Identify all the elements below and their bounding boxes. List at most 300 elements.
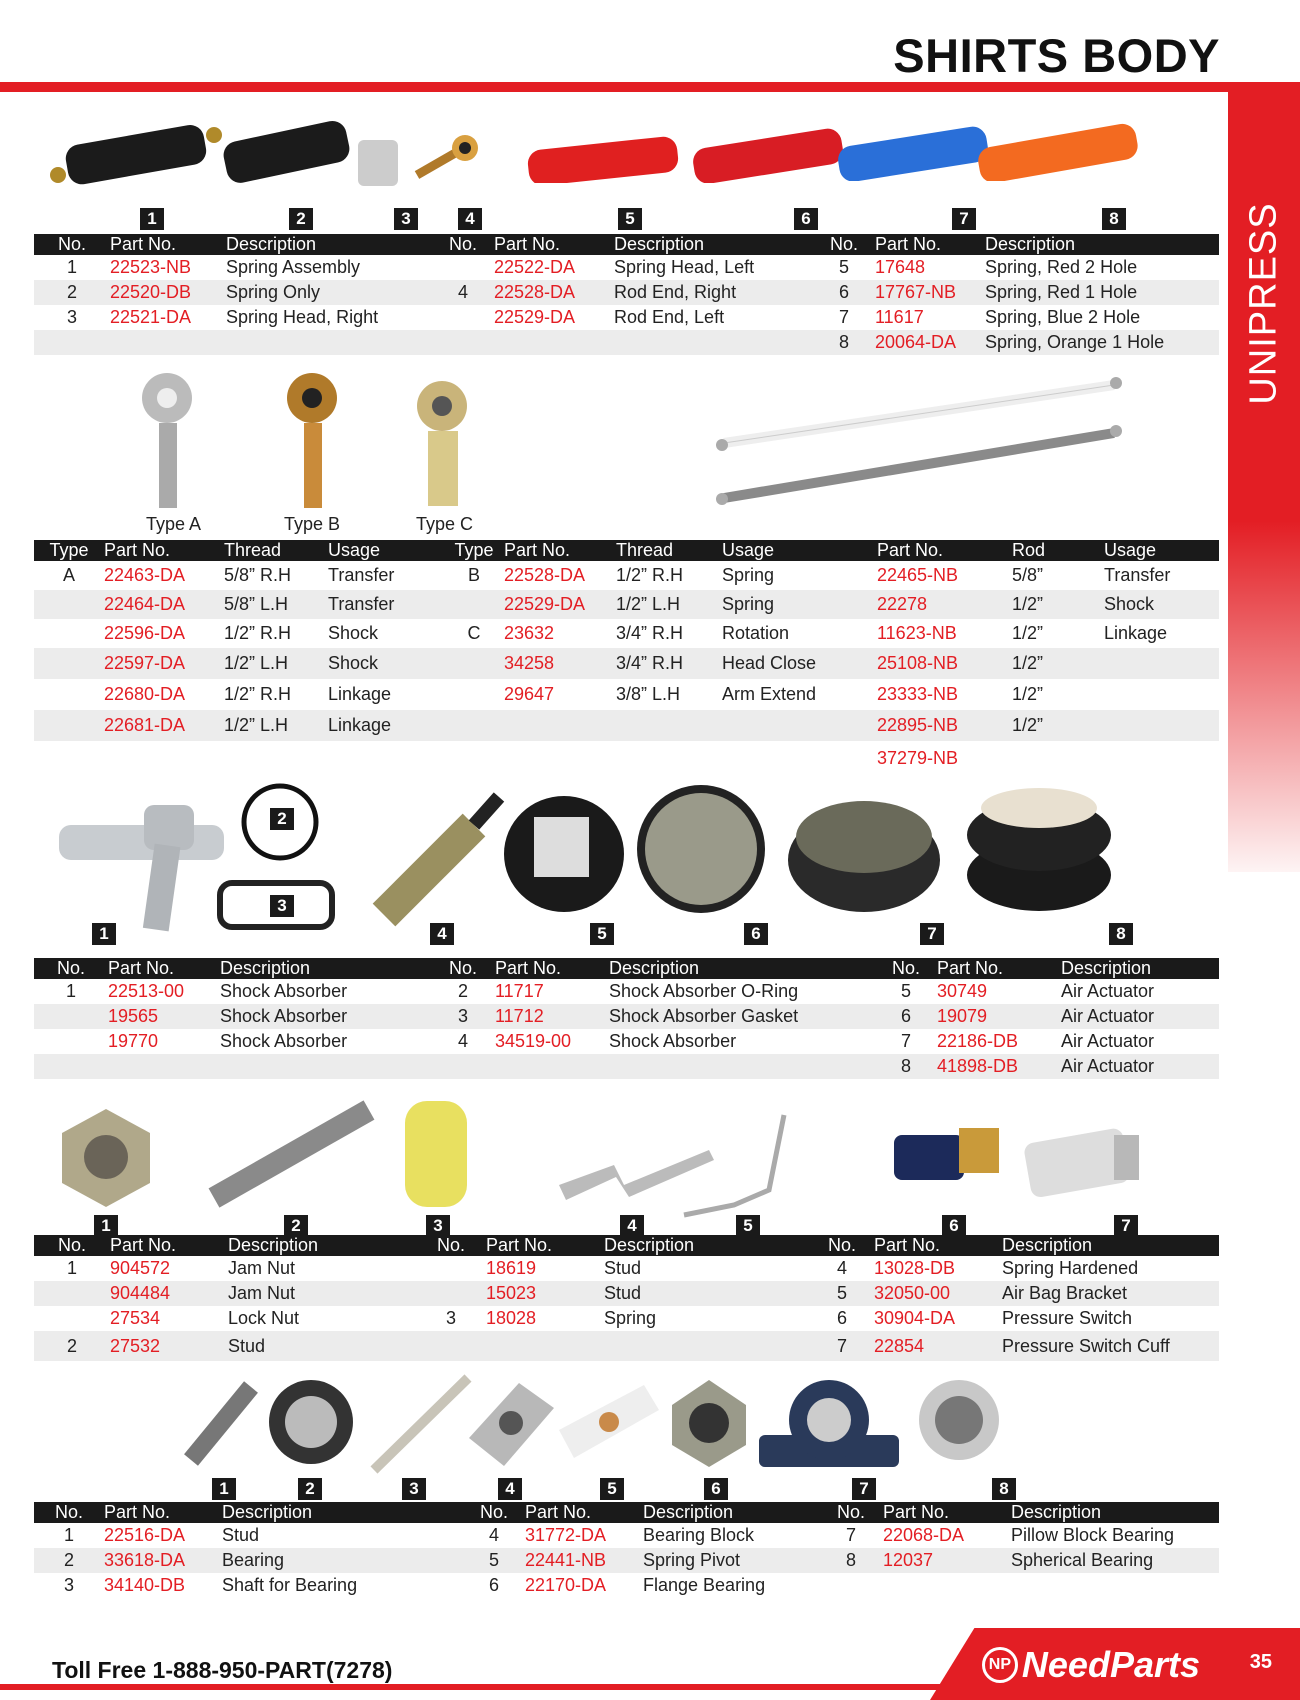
table-row	[34, 1004, 1219, 1029]
table-cell: Rod End, Right	[614, 282, 737, 302]
column-header: Description	[614, 234, 705, 254]
table-cell	[416, 1256, 482, 1281]
table-cell: C	[467, 623, 481, 643]
table-cell: Shock Absorber	[609, 1031, 737, 1051]
item-number: 8	[992, 1478, 1016, 1500]
table-cell	[444, 590, 500, 619]
item-number: 6	[744, 923, 768, 945]
column-header: No.	[436, 1235, 465, 1255]
item-number: 3	[270, 895, 294, 917]
table-row	[34, 1256, 1219, 1281]
table-cell: Stud	[604, 1258, 642, 1278]
table-cell: 34140-DB	[104, 1575, 186, 1595]
table-cell: 4	[457, 282, 468, 302]
table-cell: 1/2”	[1012, 715, 1044, 735]
table-cell: Air Bag Bracket	[1002, 1283, 1128, 1303]
section-hardware	[34, 1095, 1219, 1370]
rod-end-image	[409, 130, 489, 185]
table-cell: 1	[66, 257, 77, 277]
table-cell: 1/2”	[1012, 623, 1044, 643]
table-cell: 25108-NB	[877, 653, 959, 673]
table-cell: 2	[457, 981, 468, 1001]
table-cell	[34, 679, 100, 710]
table-cell: Shock Absorber O-Ring	[609, 981, 799, 1001]
table-cell: 5	[838, 257, 849, 277]
column-header: Description	[1061, 958, 1152, 978]
table-cell	[490, 330, 610, 355]
table-cell	[216, 1054, 431, 1079]
item-number: 2	[298, 1478, 322, 1500]
table-cell: Shock Absorber	[220, 1006, 348, 1026]
item-number: 1	[92, 923, 116, 945]
table-cell: 3	[445, 1308, 456, 1328]
table-cell: 22521-DA	[110, 307, 192, 327]
table-cell: 1	[65, 981, 76, 1001]
air-actuator-41898-image	[964, 780, 1114, 915]
table-cell: Linkage	[328, 684, 392, 704]
spring-head-image	[354, 136, 404, 191]
table-cell: Linkage	[328, 715, 392, 735]
table-cell: 7	[836, 1335, 847, 1356]
item-number: 1	[212, 1478, 236, 1500]
table-row	[34, 979, 1219, 1004]
spring-pivot-image	[554, 1380, 664, 1465]
table-cell: 18028	[486, 1308, 537, 1328]
table-cell: 22529-DA	[504, 594, 586, 614]
table-cell: 22464-DA	[104, 594, 186, 614]
table-cell: 3/4” R.H	[616, 653, 684, 673]
table-cell: 22528-DA	[494, 282, 576, 302]
column-header: Usage	[328, 540, 381, 560]
table-row	[34, 305, 1219, 330]
table-cell: 1/2”	[1012, 653, 1044, 673]
air-actuator-19079-image	[634, 782, 769, 917]
table-cell: 4	[457, 1031, 468, 1051]
air-actuator-30749-image	[499, 792, 629, 917]
rod-end-type-c-image	[404, 376, 484, 511]
column-header: Usage	[722, 540, 775, 560]
table-cell: Shock	[1104, 594, 1155, 614]
parts-table	[34, 234, 1219, 355]
table-cell: 11623-NB	[877, 623, 957, 643]
bearing-image	[264, 1375, 359, 1470]
table-cell: Jam Nut	[228, 1258, 296, 1278]
column-header: Part No.	[875, 234, 942, 254]
spring-red-1-hole-image	[689, 118, 849, 183]
column-header: Part No.	[104, 1502, 171, 1522]
table-cell: 22463-DA	[104, 565, 186, 585]
item-number: 7	[1114, 1215, 1138, 1237]
table-cell: 11712	[495, 1006, 544, 1026]
table-cell	[718, 741, 873, 775]
pressure-switch-image	[874, 1110, 1014, 1205]
jam-nut-image	[54, 1105, 159, 1210]
table-cell: 1/2” L.H	[224, 715, 289, 735]
column-header: Description	[222, 1502, 313, 1522]
type-a-label: Type A	[146, 514, 202, 534]
table-cell: Spring Pivot	[643, 1550, 741, 1570]
item-number: 2	[284, 1215, 308, 1237]
table-cell: 8	[845, 1550, 856, 1570]
table-cell: 22170-DA	[525, 1575, 607, 1595]
table-cell: 22520-DB	[110, 282, 192, 302]
table-cell: Spring Only	[226, 282, 321, 302]
table-cell	[324, 741, 444, 775]
table-cell: Jam Nut	[228, 1283, 296, 1303]
item-number: 7	[920, 923, 944, 945]
table-cell: 27532	[110, 1335, 161, 1356]
section-shock-absorbers	[34, 780, 1219, 1080]
column-header: Usage	[1104, 540, 1157, 560]
column-header: Description	[985, 234, 1076, 254]
column-header: No.	[829, 234, 858, 254]
column-header: Part No.	[495, 958, 562, 978]
table-cell: 4	[488, 1525, 499, 1545]
table-cell: 19079	[937, 1006, 988, 1026]
rod-ends-table	[34, 540, 1219, 775]
item-number: 5	[590, 923, 614, 945]
table-cell: 1/2” L.H	[616, 594, 681, 614]
table-cell: 5/8”	[1012, 565, 1044, 585]
table-cell: 6	[836, 1308, 847, 1328]
table-cell	[432, 330, 490, 355]
column-header: Part No.	[877, 540, 944, 560]
linkage-rods-image	[714, 373, 1134, 508]
section-rod-ends	[34, 368, 1219, 778]
table-cell	[1100, 679, 1219, 710]
pillow-block-bearing-image	[754, 1375, 904, 1475]
table-cell: Pillow Block Bearing	[1011, 1525, 1175, 1545]
table-cell: Air Actuator	[1061, 1031, 1155, 1051]
table-cell: Pressure Switch Cuff	[1002, 1335, 1170, 1356]
column-header: Part No.	[504, 540, 571, 560]
air-bag-bracket-image	[674, 1105, 809, 1225]
table-cell: 17648	[875, 257, 926, 277]
table-row	[34, 1029, 1219, 1054]
table-cell: Shaft for Bearing	[222, 1575, 358, 1595]
item-number: 5	[600, 1478, 624, 1500]
needparts-logo	[982, 1644, 1200, 1686]
table-cell: Air Actuator	[1061, 1006, 1155, 1026]
table-cell: 11717	[495, 981, 544, 1001]
table-cell: Lock Nut	[228, 1308, 300, 1328]
table-cell: 30749	[937, 981, 988, 1001]
column-header: Description	[1011, 1502, 1102, 1522]
item-number: 8	[1102, 208, 1126, 230]
table-cell: 22513-00	[108, 981, 185, 1001]
table-cell: 5	[836, 1283, 847, 1303]
item-number: 5	[736, 1215, 760, 1237]
table-cell: 1/2” R.H	[224, 623, 292, 643]
table-row	[34, 679, 1219, 710]
table-row	[34, 741, 1219, 775]
table-cell: B	[467, 565, 480, 585]
table-cell: 22278	[877, 594, 928, 614]
table-cell	[34, 648, 100, 679]
table-cell: 23333-NB	[877, 684, 959, 704]
stud-image	[204, 1100, 379, 1210]
section-bearings	[34, 1370, 1219, 1610]
table-cell: 22681-DA	[104, 715, 186, 735]
spring-yellow-image	[399, 1097, 474, 1212]
page-title: SHIRTS BODY	[893, 29, 1220, 82]
table-cell: 1/2” R.H	[224, 684, 292, 704]
table-cell: 3	[66, 307, 77, 327]
table-cell: 22465-NB	[877, 565, 959, 585]
table-cell	[491, 1054, 605, 1079]
table-cell: Spring	[722, 565, 775, 585]
table-cell: 22522-DA	[494, 257, 576, 277]
table-cell	[34, 710, 100, 741]
table-cell	[600, 1331, 810, 1361]
item-number: 1	[140, 208, 164, 230]
stud-22516-image	[179, 1375, 264, 1470]
column-header: Description	[220, 958, 311, 978]
table-cell: 22516-DA	[104, 1525, 186, 1545]
table-cell: Spring Head, Right	[226, 307, 379, 327]
side-tab-label: UNIPRESS	[1242, 202, 1285, 405]
type-c-label: Type C	[416, 514, 474, 534]
column-header: Part No.	[874, 1235, 941, 1255]
column-header: No.	[448, 234, 477, 254]
table-cell	[34, 619, 100, 648]
table-cell: 7	[900, 1031, 911, 1051]
table-cell	[106, 330, 222, 355]
table-cell	[34, 330, 106, 355]
table-cell: 30904-DA	[874, 1308, 956, 1328]
table-row	[34, 561, 1219, 590]
table-cell	[416, 1331, 482, 1361]
table-row	[34, 590, 1219, 619]
table-row	[34, 710, 1219, 741]
item-number: 4	[458, 208, 482, 230]
section-springs	[34, 108, 1219, 368]
table-cell: 904484	[110, 1283, 171, 1303]
table-cell: 3/4” R.H	[616, 623, 684, 643]
item-number: 6	[704, 1478, 728, 1500]
table-cell: 5/8” R.H	[224, 565, 292, 585]
table-cell	[1100, 741, 1219, 775]
spring-orange-1-hole-image	[974, 116, 1144, 181]
column-header: Part No.	[108, 958, 175, 978]
table-cell: 20064-DA	[875, 332, 957, 352]
table-cell: Air Actuator	[1061, 981, 1155, 1001]
side-tab	[1228, 92, 1300, 872]
type-b-label: Type B	[284, 514, 341, 534]
table-cell	[612, 741, 718, 775]
column-header: Part No.	[104, 540, 171, 560]
table-cell: Rod End, Left	[614, 307, 725, 327]
table-cell: Head Close	[722, 653, 817, 673]
table-cell: Transfer	[328, 594, 395, 614]
table-cell: 2	[66, 1335, 77, 1356]
table-cell	[1100, 648, 1219, 679]
table-cell	[1100, 710, 1219, 741]
column-header: No.	[57, 234, 86, 254]
table-cell: A	[62, 565, 75, 585]
table-cell: 22680-DA	[104, 684, 186, 704]
table-cell	[34, 1281, 106, 1306]
column-header: Part No.	[110, 234, 177, 254]
table-cell: Linkage	[1104, 623, 1168, 643]
table-cell: 17767-NB	[875, 282, 957, 302]
table-cell: 19770	[108, 1031, 159, 1051]
air-actuator-22186-image	[784, 785, 944, 915]
table-cell	[612, 710, 718, 741]
toll-free-number: Toll Free 1-888-950-PART(7278)	[52, 1657, 393, 1683]
table-cell: 23632	[504, 623, 555, 643]
column-header: Description	[604, 1235, 695, 1255]
table-cell: 3	[63, 1575, 74, 1595]
column-header: No.	[54, 1502, 83, 1522]
column-header: No.	[836, 1502, 865, 1522]
table-cell	[100, 741, 220, 775]
table-cell	[879, 1573, 1007, 1598]
column-header: Part No.	[883, 1502, 950, 1522]
table-cell: Stud	[222, 1525, 260, 1545]
table-cell: 22895-NB	[877, 715, 959, 735]
table-cell: 3	[457, 1006, 468, 1026]
table-cell: 7	[838, 307, 849, 327]
table-cell: 7	[845, 1525, 856, 1545]
spring-assembly-image	[44, 113, 224, 193]
table-cell: 22528-DA	[504, 565, 586, 585]
spring-blue-2-hole-image	[834, 116, 994, 181]
table-cell: Spring Head, Left	[614, 257, 755, 277]
table-cell: Shock Absorber	[220, 1031, 348, 1051]
table-cell: Spring, Orange 1 Hole	[985, 332, 1165, 352]
table-cell: Pressure Switch	[1002, 1308, 1133, 1328]
parts-table	[34, 1235, 1219, 1361]
column-header: No.	[827, 1235, 856, 1255]
table-cell	[220, 741, 324, 775]
spherical-bearing-image	[914, 1375, 1004, 1465]
table-row	[34, 1573, 1219, 1598]
table-cell: Shock	[328, 623, 379, 643]
table-row	[34, 255, 1219, 280]
table-cell: 6	[488, 1575, 499, 1595]
item-number: 3	[426, 1215, 450, 1237]
table-cell: Flange Bearing	[643, 1575, 766, 1595]
table-cell: 8	[838, 332, 849, 352]
table-cell: Spherical Bearing	[1011, 1550, 1154, 1570]
column-header: Part No.	[525, 1502, 592, 1522]
item-number: 4	[620, 1215, 644, 1237]
table-cell: Spring, Red 2 Hole	[985, 257, 1138, 277]
table-cell: 22068-DA	[883, 1525, 965, 1545]
table-cell: 34519-00	[495, 1031, 572, 1051]
table-cell: 22854	[874, 1335, 925, 1356]
table-row	[34, 619, 1219, 648]
item-number: 7	[852, 1478, 876, 1500]
shock-absorber-cylinder-image	[354, 785, 514, 930]
table-cell	[34, 741, 100, 775]
table-cell: 33618-DA	[104, 1550, 186, 1570]
rod-end-type-b-image	[274, 368, 354, 513]
table-cell: Spring	[604, 1308, 657, 1328]
table-cell: 8	[900, 1056, 911, 1076]
table-cell: 22186-DB	[937, 1031, 1019, 1051]
item-number: 6	[942, 1215, 966, 1237]
column-header: Description	[228, 1235, 319, 1255]
table-cell: 2	[63, 1550, 74, 1570]
table-cell: 1/2”	[1012, 594, 1044, 614]
table-cell: 904572	[110, 1258, 171, 1278]
rod-end-type-a-image	[129, 368, 209, 513]
table-cell	[34, 1306, 106, 1331]
table-cell: Rotation	[722, 623, 790, 643]
column-header: No.	[891, 958, 920, 978]
table-cell: 4	[836, 1258, 847, 1278]
table-cell: Spring, Blue 2 Hole	[985, 307, 1141, 327]
table-cell	[104, 1054, 216, 1079]
table-cell: 15023	[486, 1283, 537, 1303]
table-cell	[500, 710, 612, 741]
table-cell	[605, 1054, 875, 1079]
table-cell	[34, 1029, 104, 1054]
item-number: 3	[402, 1478, 426, 1500]
table-cell: Stud	[604, 1283, 642, 1303]
table-cell	[482, 1331, 600, 1361]
column-header: Description	[609, 958, 700, 978]
column-header: Rod	[1012, 540, 1046, 560]
table-cell: 1/2” R.H	[616, 565, 684, 585]
parts-table	[34, 1502, 1219, 1598]
table-cell: Shock Absorber Gasket	[609, 1006, 799, 1026]
table-cell: 37279-NB	[877, 747, 959, 768]
table-cell: 27534	[110, 1308, 161, 1328]
table-cell	[500, 741, 612, 775]
table-cell: 5/8” L.H	[224, 594, 289, 614]
bearing-block-image	[459, 1378, 559, 1473]
page-number: 35	[1249, 1651, 1272, 1673]
table-cell: 6	[900, 1006, 911, 1026]
shock-absorber-valve-image	[54, 785, 234, 935]
flange-bearing-image	[664, 1375, 754, 1470]
table-cell: 12037	[883, 1550, 934, 1570]
table-cell	[444, 710, 500, 741]
table-cell	[718, 710, 873, 741]
table-cell	[1008, 741, 1100, 775]
table-row	[34, 1523, 1219, 1548]
item-number: 4	[498, 1478, 522, 1500]
table-cell: Spring, Red 1 Hole	[985, 282, 1138, 302]
table-cell	[34, 1004, 104, 1029]
column-header: No.	[56, 958, 85, 978]
table-cell	[432, 305, 490, 330]
table-cell: 13028-DB	[874, 1258, 956, 1278]
table-cell: Spring	[722, 594, 775, 614]
table-row	[34, 1331, 1219, 1361]
table-cell: 11617	[875, 307, 924, 327]
item-number: 8	[1109, 923, 1133, 945]
table-cell: 18619	[486, 1258, 537, 1278]
table-row	[34, 280, 1219, 305]
table-cell: 22529-DA	[494, 307, 576, 327]
table-row	[34, 648, 1219, 679]
pressure-switch-cuff-image	[1019, 1115, 1149, 1210]
logo-text: NeedParts	[1021, 1644, 1200, 1685]
table-cell: 1/2” L.H	[224, 653, 289, 673]
item-number: 3	[394, 208, 418, 230]
column-header: Part No.	[937, 958, 1004, 978]
column-header: Type	[454, 540, 494, 560]
header-red-bar	[0, 82, 1300, 92]
table-cell: 3/8” L.H	[616, 684, 681, 704]
table-cell: 5	[900, 981, 911, 1001]
table-cell: Bearing Block	[643, 1525, 755, 1545]
table-cell: 32050-00	[874, 1283, 951, 1303]
